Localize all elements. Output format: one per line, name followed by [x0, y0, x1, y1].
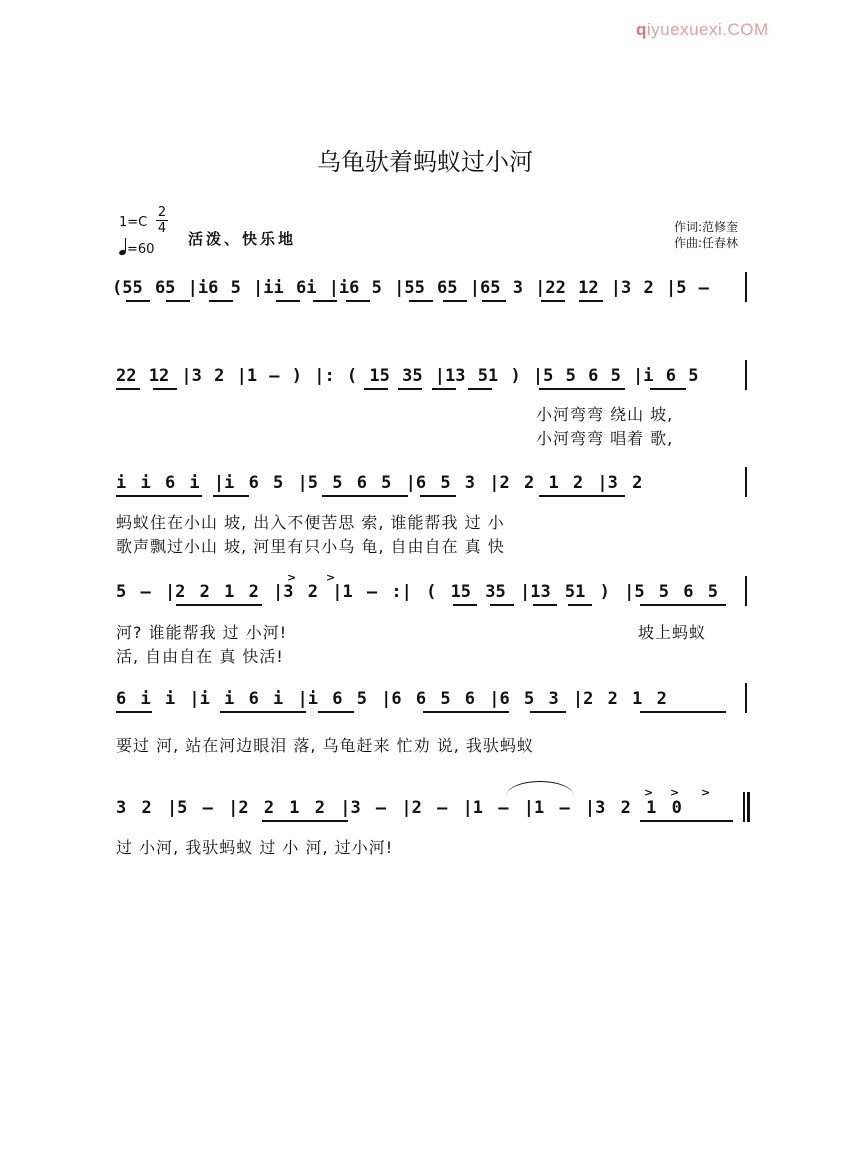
lyric-line-3-verse-1: 蚂蚁住在小山 坡, 出入不便苦思 索, 谁能帮我 过 小: [116, 513, 505, 532]
accent-mark: >: [670, 786, 680, 799]
accent-mark: >: [287, 571, 297, 584]
eighth-underline: [398, 388, 422, 390]
eighth-underline: [482, 300, 506, 302]
key-signature: 1=C: [119, 215, 148, 230]
tempo-value: =60: [127, 242, 155, 257]
lyric-line-4-verse-2: 活, 自由自在 真 快活!: [116, 647, 284, 666]
eighth-underline: [220, 711, 306, 713]
barline: [745, 360, 747, 390]
time-signature-top: 2: [157, 205, 167, 220]
eighth-underline: [213, 495, 249, 497]
eighth-underline: [313, 300, 337, 302]
watermark: [636, 20, 769, 40]
song-title: 乌龟驮着蚂蚁过小河: [317, 148, 533, 176]
eighth-underline: [640, 604, 726, 606]
eighth-underline: [490, 604, 514, 606]
eighth-underline: [468, 388, 492, 390]
eighth-underline: [409, 300, 433, 302]
eighth-underline: [364, 388, 388, 390]
eighth-underline: [209, 300, 233, 302]
notation-line-5: 6 i i |i i 6 i |i 6 5 |6 6 5 6 |6 5 3 |2 2 1 2: [116, 689, 667, 709]
eighth-underline: [443, 300, 467, 302]
watermark-logo: q: [636, 20, 647, 39]
eighth-underline: [126, 300, 150, 302]
eighth-underline: [166, 300, 190, 302]
eighth-underline: [640, 820, 733, 822]
notation-line-3: i i 6 i |i 6 5 |5 5 6 5 |6 5 3 |2 2 1 2 |3 2: [116, 473, 643, 493]
eighth-underline: [432, 388, 456, 390]
lyric-line-4-verse-1: 河? 谁能帮我 过 小河!: [116, 623, 288, 642]
eighth-underline: [533, 604, 557, 606]
eighth-underline: [318, 711, 354, 713]
time-signature-bottom: 4: [157, 221, 167, 236]
quarter-note-stem: [125, 238, 126, 251]
accent-mark: >: [644, 786, 654, 799]
eighth-underline: [423, 711, 509, 713]
eighth-underline: [640, 711, 726, 713]
eighth-underline: [116, 711, 152, 713]
notation-line-4: 5 – |2 2 1 2 |3 2 |1 – :| ( 15 35 |13 51 ) |5 5 6 5: [116, 582, 718, 602]
tie-slur: [506, 781, 574, 796]
barline: [745, 683, 747, 713]
watermark-text: iyuexuexi.COM: [646, 20, 769, 39]
lyric-line-3-verse-2: 歌声飘过小山 坡, 河里有只小乌 龟, 自由自在 真 快: [116, 537, 505, 556]
eighth-underline: [568, 604, 592, 606]
lyricist-credit: 作词:范修奎: [674, 220, 739, 234]
barline: [745, 576, 747, 606]
accent-mark: >: [701, 786, 711, 799]
accent-mark: >: [326, 571, 336, 584]
eighth-underline: [539, 388, 625, 390]
tempo-marking: [119, 240, 154, 257]
eighth-underline: [262, 820, 348, 822]
eighth-underline: [346, 300, 370, 302]
eighth-underline: [541, 300, 565, 302]
notation-line-6: 3 2 |5 – |2 2 1 2 |3 – |2 – |1 – |1 – |3 2 1 0: [116, 798, 682, 818]
eighth-underline: [579, 300, 603, 302]
lyric-line-6: 过 小河, 我驮蚂蚁 过 小 河, 过小河!: [116, 838, 394, 857]
eighth-underline: [539, 495, 625, 497]
barline: [745, 467, 747, 497]
lyric-line-2-verse-1: 小河弯弯 绕山 坡,: [536, 405, 674, 424]
lyric-line-4-refrain: 坡上蚂蚁: [638, 623, 707, 642]
eighth-underline: [420, 495, 456, 497]
final-barline-thick: [747, 792, 750, 822]
eighth-underline: [176, 604, 262, 606]
lyric-line-2-verse-2: 小河弯弯 唱着 歌,: [536, 429, 674, 448]
time-signature: [156, 205, 168, 236]
eighth-underline: [153, 388, 177, 390]
composer-credit: 作曲:任春林: [674, 236, 739, 250]
eighth-underline: [453, 604, 477, 606]
eighth-underline: [530, 711, 566, 713]
eighth-underline: [650, 388, 686, 390]
barline: [745, 272, 747, 302]
notation-line-2: 22 12 |3 2 |1 – ) |: ( 15 35 |13 51 ) |5 5 6 5 |i 6 5: [116, 366, 699, 386]
final-barline-thin: [743, 792, 745, 822]
expression-marking: 活泼、快乐地: [188, 230, 297, 248]
eighth-underline: [116, 495, 202, 497]
notation-line-1: (55 65 |i6 5 |ii 6i |i6 5 |55 65 |65 3 |22 12 |3 2 |5 –: [112, 278, 709, 298]
eighth-underline: [322, 495, 408, 497]
lyric-line-5: 要过 河, 站在河边眼泪 落, 乌龟赶来 忙劝 说, 我驮蚂蚁: [116, 736, 534, 755]
eighth-underline: [276, 300, 300, 302]
eighth-underline: [116, 388, 140, 390]
